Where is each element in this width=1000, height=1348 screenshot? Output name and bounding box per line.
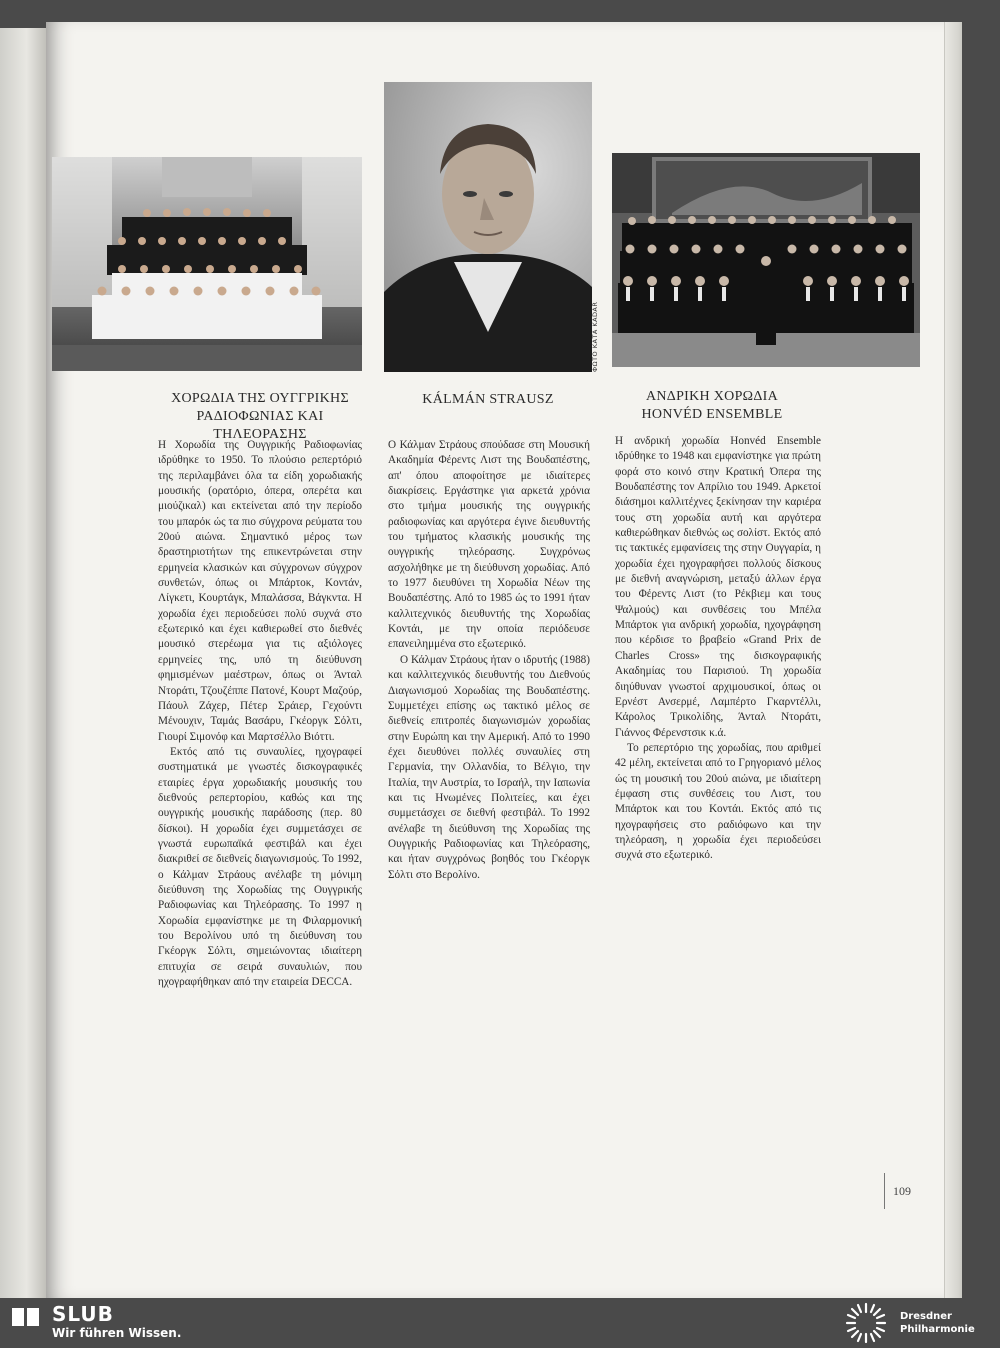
heading-honved-line1: ΑΝΔΡΙΚΗ ΧΟΡΩΔΙΑ <box>645 389 779 404</box>
portrait-photo <box>384 82 592 372</box>
column-strausz <box>388 438 590 883</box>
paragraph: Εκτός από τις συναυλίες, ηχογραφεί συστηματικά με γνωστές δισκογραφικές εταιρίες έργα χορωδιακής μουσικής του διεθνούς ρεπερτορίου, καθώς και της ουγγρικής μουσικής παράδοσης (περ. 80 δίσκοι). Η χορωδία έχει συμμετάσχει σε γνωστά ευρωπαϊκά φεστιβάλ και έχει διακριθεί σε διεθνείς διαγωνισμούς. Το 1992, ο Κάλμαν Στράους ανέλαβε τη μόνιμη διεύθυνση της Χορωδίας της Ουγγρικής Ραδιοφωνίας και Τηλεόρασης. Το 1997 η Χορωδία εμφανίστηκε με τη Φιλαρμονική του Βερολίνου υπό τη διεύθυνση του Γκέοργκ Σόλτι, σημειώνοντας ιδιαίτερη επιτυχία σε σειρά συναυλιών, που ηχογραφήθηκαν από την εταιρεία DECCA. <box>158 745 362 989</box>
heading-strausz-line1: KÁLMÁN STRAUSZ <box>422 392 554 407</box>
footer-bar <box>0 1298 1000 1348</box>
choir-photo <box>52 157 362 371</box>
paragraph: Το ρεπερτόριο της χορωδίας, που αριθμεί 42 μέλη, εκτείνεται από το Γρηγοριανό μέλος ώς τη μουσική του 20ού αιώνα, με ιδιαίτερη έμφαση στις συνθέσεις του Λιστ, του Μπάρτοκ και του Κοντάι. Εκτός από τις ηχογραφήσεις στο ραδιόφωνο και την τηλεόραση, η χορωδία έχει περιοδεύσει συχνά στο εξωτερικό. <box>615 741 821 862</box>
partner-name-line1: Dresdner <box>900 1311 952 1322</box>
heading-radio-choir-line1: ΧΟΡΩΔΙΑ ΤΗΣ ΟΥΓΓΡΙΚΗΣ <box>171 391 349 406</box>
paragraph: Η ανδρική χορωδία Honvéd Ensemble ιδρύθηκε το 1948 και εμφανίστηκε για πρώτη φορά στο κοινό στην Κρατική Όπερα της Βουδαπέστης τον Απρίλιο του 1949. Αρκετοί διάσημοι καλλιτέχνες ξεκίνησαν την καριέρα τους στη χορωδία αυτή και αργότερα καθιερώθηκαν διεθνώς ως σολίστ. Εκτός από τις τακτικές εμφανίσεις της στην Ουγγαρία, η χορωδία έχει ηχογραφήσει πολλούς δίσκους με διεθνή αναγνώριση, μεταξύ άλλων έργα του Φέρεντς Λιστ (το Ρέκβιεμ και τους Ψαλμούς) και συνθέσεις του Μπέλα Μπάρτοκ για ανδρική χορωδία, ηχογράφηση που κέρδισε το βραβείο «Grand Prix de Charles Cross» της δισκογραφικής Ακαδημίας του Παρισιού. Τη χορωδία διηύθυναν γνωστοί αρχιμουσικοί, όπως οι Ερνέστ Ανσερμέ, Λαμπέρτο Γκαρντέλλι, Κάρολος Τρικολίδης, Άνταλ Ντοράτι, Γιάννος Φέρενστσικ κ.ά. <box>615 435 821 739</box>
heading-radio-choir-line2: ΡΑΔΙΟΦΩΝΙΑΣ ΚΑΙ ΤΗΛΕΟΡΑΣΗΣ <box>196 409 324 442</box>
page-number: 109 <box>884 1173 933 1209</box>
paragraph: Ο Κάλμαν Στράους ήταν ο ιδρυτής (1988) και καλλιτεχνικός διευθυντής του Διεθνούς Διαγωνισμού Χορωδίας της Βουδαπέστης. Συμμετέχει επίσης ως τακτικό μέλος σε διεθνείς επιτροπές διαγωνισμών χορωδίας στην Ευρώπη και την Αμερική. Από το 1990 έχει διευθύνει πολλές συναυλίες στη Γερμανία, την Ολλανδία, το Βέλγιο, την Ιταλία, την Αυστρία, το Ισραήλ, την Ιαπωνία και τις Ηνωμένες Πολιτείες, και έχει συμμετάσχει σε διεθνή φεστιβάλ. Το 1992 ανέλαβε τη διεύθυνση της Χορωδίας της Ουγγρικής Ραδιοφωνίας και Τηλεόρασης, και ήταν συγχρόνως βοηθός του Γκέοργκ Σόλτι στο Βερολίνο. <box>388 653 590 881</box>
paragraph: Ο Κάλμαν Στράους σπούδασε στη Μουσική Ακαδημία Φέρεντς Λιστ της Βουδαπέστης, απ' όπου αποφοίτησε με ιδιαίτερες διακρίσεις. Εργάστηκε για αρκετά χρόνια στο τμήμα μουσικής της ουγγρικής ραδιοφωνίας και αργότερα έγινε διευθυντής του τμήματος κλασικής μουσικής της ουγγρικής τηλεόρασης. Συγχρόνως ασχολήθηκε με τη διεύθυνση χορωδίας. Από το 1977 διευθύνει τη Χορωδία Νέων της Βουδαπέστης. Από το 1985 ώς το 1991 ήταν καλλιτεχνικός διευθυντής της Χορωδίας Κοντάι, με την οποία περιόδευσε επανειλημμένα στο εξωτερικό. <box>388 439 590 651</box>
partner-name-line2: Philharmonie <box>900 1324 975 1335</box>
slub-logo-icon <box>12 1306 40 1328</box>
library-tagline: Wir führen Wissen. <box>52 1326 182 1340</box>
column-honved <box>615 434 821 864</box>
scan-margin-right <box>962 22 1000 1298</box>
paragraph: Η Χορωδία της Ουγγρικής Ραδιοφωνίας ιδρύθηκε το 1950. Το πλούσιο ρεπερτόριό της περιλαμβάνει όλα τα είδη χορωδιακής μουσικής (ορατόριο, όπερα, οπερέτα και μιούζικαλ) και εκτείνεται από την περίοδο του μπαρόκ ώς τα πιο σύγχρονα ρεύματα του 20ού αιώνα. Σημαντικό μέρος των δραστηριοτήτων της επικεντρώνεται στην ερμηνεία κλασικών και σύγχρονων σύγχρον συνθετών, όπως οι Μπάρτοκ, Κοντάν, Λίγκετι, Κουρτάγκ, Μπαλάσσα, Βάγκντα. Η χορωδία έχει περιοδεύσει πολύ συχνά στο εξωτερικό και έχει καθιερωθεί στο διεθνές μουσικό στερέωμα για τις αξιόλογες ερμηνείες της, υπό τη διεύθυνση φημισμένων μαέστρων, όπως οι Άνταλ Ντοράτι, Τζουζέππε Πατονέ, Κουρτ Μαζούρ, Πάουλ Ζάχερ, Πέτερ Σράιερ, Γεχούντι Μένουχιν, Ταμάς Βασάρυ, Γκέοργκ Σόλτι, Γιουρί Σιμονόφ και Μαρτσέλλο Βιόττι. <box>158 439 362 743</box>
heading-honved-line2: HONVÉD ENSEMBLE <box>641 407 783 422</box>
left-page-edge <box>0 28 48 1298</box>
honved-photo <box>612 153 920 367</box>
heading-radio-choir <box>150 390 370 444</box>
philharmonie-logo-icon <box>842 1300 890 1346</box>
library-name: SLUB <box>52 1302 114 1326</box>
photo-credit: ΦΩΤΟ ΚΑΤΑ KÁDÁR <box>591 301 599 372</box>
heading-honved <box>612 388 812 424</box>
heading-strausz <box>386 391 590 409</box>
column-radio-choir <box>158 438 362 990</box>
